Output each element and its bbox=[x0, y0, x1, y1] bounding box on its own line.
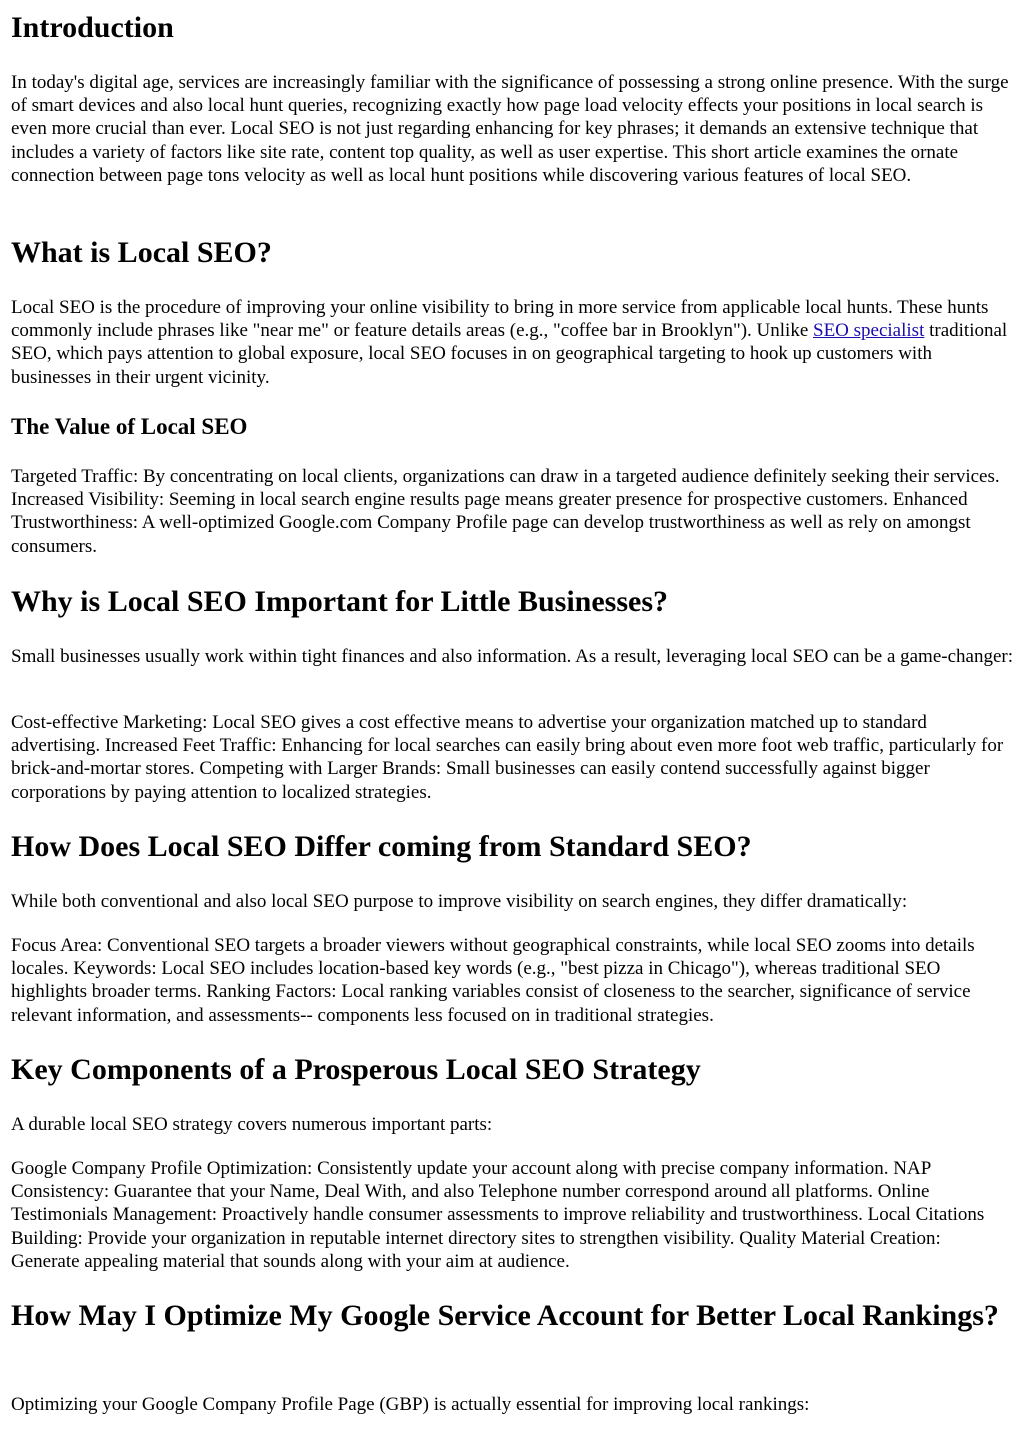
seo-specialist-link[interactable]: SEO specialist bbox=[813, 320, 925, 342]
heading-value-of-local-seo: The Value of Local SEO bbox=[11, 414, 248, 439]
heading-introduction: Introduction bbox=[11, 11, 174, 44]
what-is-local-seo-paragraph bbox=[11, 296, 1013, 389]
components-paragraph-2: Google Company Profile Optimization: Consistently update your account along with precise company information. NAP Consistency: Guarantee that your Name, Deal With, and also Telephone number correspond around all platforms. Online Testimonials Management: Proactively handle consumer assessments to improve reliability and trustworthiness. Local Citations Building: Provide your organization in reputable internet directory sites to strengthen visibility. Quality Material Creation: Generate appealing material that sounds along with your aim at audience. bbox=[11, 1158, 985, 1272]
differ-paragraph-1: While both conventional and also local SEO purpose to improve visibility on search engines, they differ dramatically: bbox=[11, 891, 908, 912]
what-text-before: Local SEO is the procedure of improving your online visibility to bring in more service from applicable local hunts. These hunts commonly include phrases like "near me" or feature details areas (e.g., "coffee bar in Brooklyn"). Unlike bbox=[11, 297, 989, 342]
heading-local-vs-standard-seo: How Does Local SEO Differ coming from Standard SEO? bbox=[11, 830, 752, 863]
heading-why-local-seo-important: Why is Local SEO Important for Little Businesses? bbox=[11, 585, 668, 618]
value-paragraph: Targeted Traffic: By concentrating on local clients, organizations can draw in a targeted audience definitely seeking their services. Increased Visibility: Seeming in local search engine results page means greater presence for prospective customers. Enhanced Trustworthiness: A well-optimized Google.com Company Profile page can develop trustworthiness as well as rely on amongst consumers. bbox=[11, 466, 1000, 557]
heading-key-components: Key Components of a Prosperous Local SEO Strategy bbox=[11, 1053, 701, 1086]
components-paragraph-1: A durable local SEO strategy covers numerous important parts: bbox=[11, 1114, 493, 1135]
why-paragraph-1: Small businesses usually work within tight finances and also information. As a result, leveraging local SEO can be a game-changer: bbox=[11, 646, 1013, 667]
differ-paragraph-2: Focus Area: Conventional SEO targets a broader viewers without geographical constraints, while local SEO zooms into details locales. Keywords: Local SEO includes location-based key words (e.g., "best pizza in Chicago"), whereas traditional SEO highlights broader terms. Ranking Factors: Local ranking variables consist of closeness to the searcher, significance of service relevant information, and assessments-- components less focused on in traditional strategies. bbox=[11, 935, 975, 1026]
intro-paragraph: In today's digital age, services are increasingly familiar with the significance of possessing a strong online presence. With the surge of smart devices and also local hunt queries, recognizing exactly how page load velocity effects your positions in local search is even more crucial than ever. Local SEO is not just regarding enhancing for key phrases; it demands an extensive technique that includes a variety of factors like site rate, content top quality, as well as user expertise. This short article examines the ornate connection between page tons velocity as well as local hunt positions while discovering various features of local SEO. bbox=[11, 72, 1009, 186]
heading-what-is-local-seo: What is Local SEO? bbox=[11, 236, 272, 269]
what-text-after: traditional SEO, which pays attention to global exposure, local SEO focuses in on geographical targeting to hook up customers with businesses in their urgent vicinity. bbox=[11, 320, 1008, 388]
heading-optimize-google-account: How May I Optimize My Google Service Account for Better Local Rankings? bbox=[11, 1299, 999, 1332]
optimize-paragraph: Optimizing your Google Company Profile Page (GBP) is actually essential for improving local rankings: bbox=[11, 1394, 810, 1415]
why-paragraph-2: Cost-effective Marketing: Local SEO gives a cost effective means to advertise your organization matched up to standard advertising. Increased Feet Traffic: Enhancing for local searches can easily bring about even more foot web traffic, particularly for brick-and-mortar stores. Competing with Larger Brands: Small businesses can easily contend successfully against bigger corporations by paying attention to localized strategies. bbox=[11, 712, 1004, 803]
